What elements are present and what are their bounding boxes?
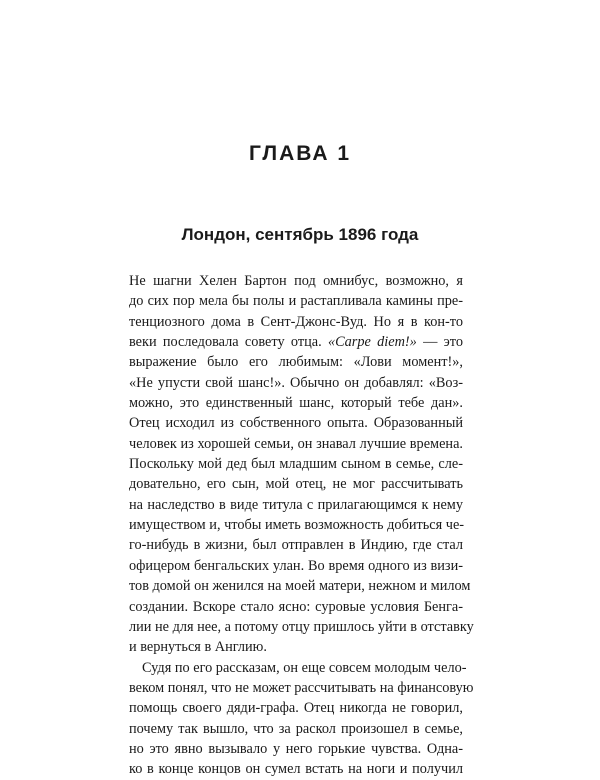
text-line: веком понял, что не может рассчитывать на финансовую: [129, 679, 474, 696]
text-line: Судя по его рассказам, он еще совсем молодым чело-: [142, 659, 467, 676]
text-run: веки последовала совету отца.: [129, 334, 328, 351]
text-line: почему так вышло, что за раскол произошел в семье,: [129, 720, 463, 737]
body-text: [129, 271, 474, 780]
chapter-subtitle: Лондон, сентябрь 1896 года: [181, 225, 419, 244]
latin-quote: «Carpe diem!»: [327, 334, 417, 351]
text-line: но это явно вызывало у него горькие чувства. Одна-: [129, 740, 463, 757]
text-line: Не шагни Хелен Бартон под омнибус, возможно, я: [129, 273, 463, 289]
text-line: ко в конце концов он сумел встать на ноги и получил: [129, 761, 463, 778]
text-line: человек из хорошей семьи, он знавал лучшие времена.: [129, 435, 463, 452]
paragraph: [129, 658, 474, 780]
text-line: лии не для нее, а потому отцу пришлось уйти в отставку: [129, 618, 474, 635]
text-line: до сих пор мела бы полы и растапливала камины пре-: [129, 293, 463, 310]
text-line: помощь своего дяди-графа. Отец никогда не говорил,: [129, 700, 463, 717]
text-line: создании. Вскоре стало ясно: суровые условия Бенга-: [129, 598, 463, 615]
text-run: — это: [416, 334, 463, 351]
text-line: выражение было его любимым: «Лови момент!»,: [129, 354, 463, 371]
text-line: можно, это единственный шанс, который тебе дан».: [129, 395, 463, 412]
chapter-title: ГЛАВА 1: [248, 142, 352, 165]
text-line: и вернуться в Англию.: [129, 639, 267, 656]
text-line: Отец исходил из собственного опыта. Образованный: [129, 415, 463, 432]
text-line: го-нибудь в жизни, был отправлен в Индию, где стал: [129, 537, 463, 554]
text-line: имуществом и, чтобы иметь возможность добиться че-: [129, 517, 465, 534]
text-line: довательно, его сын, мой отец, не мог рассчитывать: [129, 476, 463, 493]
text-line: «Не упусти свой шанс!». Обычно он добавлял: «Воз-: [129, 374, 463, 391]
text-line: офицером бенгальских улан. Во время одного из визи-: [129, 557, 463, 574]
text-line: [129, 332, 463, 352]
text-line: тов домой он женился на моей матери, нежном и милом: [129, 578, 471, 595]
paragraph: [129, 271, 474, 658]
text-line: тенциозного дома в Сент-Джонс-Вуд. Но я в кон-то: [129, 313, 463, 330]
text-line: на наследство в виде титула с прилагающимся к нему: [129, 496, 463, 513]
text-line: Поскольку мой дед был младшим сыном в семье, сле-: [129, 456, 463, 473]
